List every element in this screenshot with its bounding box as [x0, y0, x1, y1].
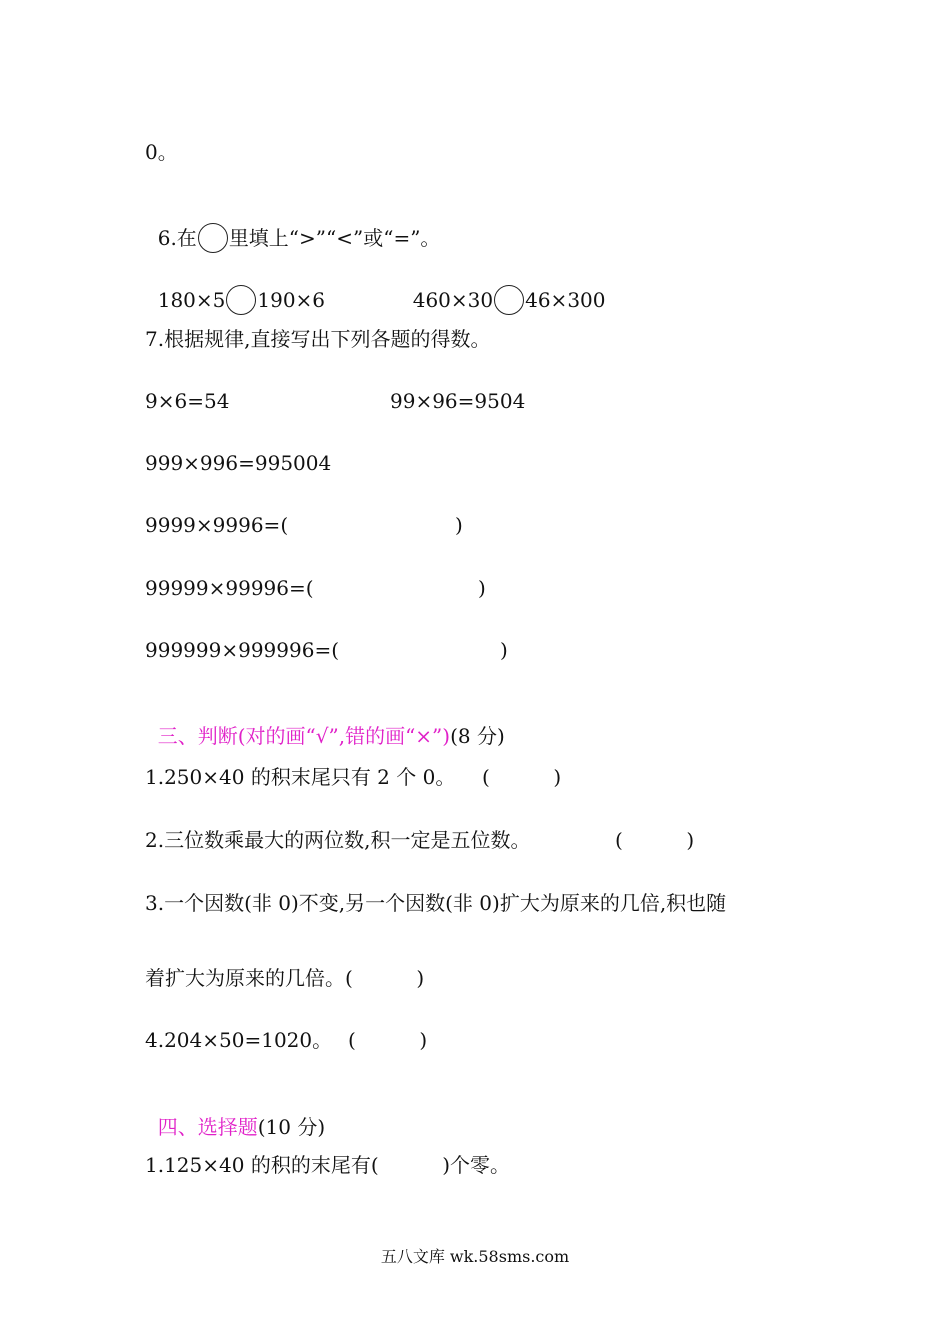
question-7-example-1: 9×6=54 [145, 389, 230, 413]
compare-a-circle[interactable] [226, 285, 256, 315]
judge-2: 2.三位数乘最大的两位数,积一定是五位数。 [145, 828, 531, 852]
question-7: 7.根据规律,直接写出下列各题的得数。 [145, 327, 491, 351]
question-7-blank-1-close: ) [455, 513, 463, 537]
compare-a-left: 180×5 [157, 288, 226, 312]
judge-1-answer[interactable]: ( ) [482, 765, 562, 789]
section-4-heading [145, 1091, 325, 1139]
judge-4: 4.204×50=1020。 [145, 1028, 333, 1052]
choice-1: 1.125×40 的积的末尾有( )个零。 [145, 1153, 510, 1177]
compare-b-left: 460×30 [412, 288, 494, 312]
text-line: 0。 [145, 140, 178, 164]
footer-watermark: 五八文库 wk.58sms.com [380, 1247, 570, 1266]
section-4-score: (10 分) [257, 1115, 326, 1139]
circle-icon [198, 223, 228, 253]
judge-4-answer[interactable]: ( ) [348, 1028, 428, 1052]
compare-b-right: 46×300 [525, 288, 606, 312]
section-4-title: 四、选择题 [157, 1115, 258, 1139]
judge-3-line-2: 着扩大为原来的几倍。( ) [145, 966, 425, 990]
question-7-blank-3-close: ) [500, 638, 508, 662]
question-7-blank-1: 9999×9996=( [145, 513, 289, 537]
judge-3-line-1: 3.一个因数(非 0)不变,另一个因数(非 0)扩大为原来的几倍,积也随 [145, 891, 727, 915]
question-6-suffix: 里填上“>”“<”或“=”。 [228, 226, 441, 250]
section-3-score: (8 分) [450, 724, 505, 748]
question-6-prefix: 6.在 [157, 226, 197, 250]
section-3-title: 三、判断(对的画“√”,错的画“×”) [157, 724, 451, 748]
question-7-example-3: 999×996=995004 [145, 451, 332, 475]
compare-a-right: 190×6 [257, 288, 326, 312]
section-3-heading [145, 700, 505, 748]
question-7-blank-3: 999999×999996=( [145, 638, 340, 662]
question-6 [145, 199, 440, 253]
question-7-blank-2: 99999×99996=( [145, 576, 314, 600]
question-7-example-2: 99×96=9504 [390, 389, 526, 413]
question-6-compare-a [145, 261, 325, 315]
judge-2-answer[interactable]: ( ) [615, 828, 695, 852]
judge-1: 1.250×40 的积末尾只有 2 个 0。 [145, 765, 456, 789]
question-7-blank-2-close: ) [478, 576, 486, 600]
compare-b-circle[interactable] [494, 285, 524, 315]
question-6-compare-b [400, 261, 606, 315]
